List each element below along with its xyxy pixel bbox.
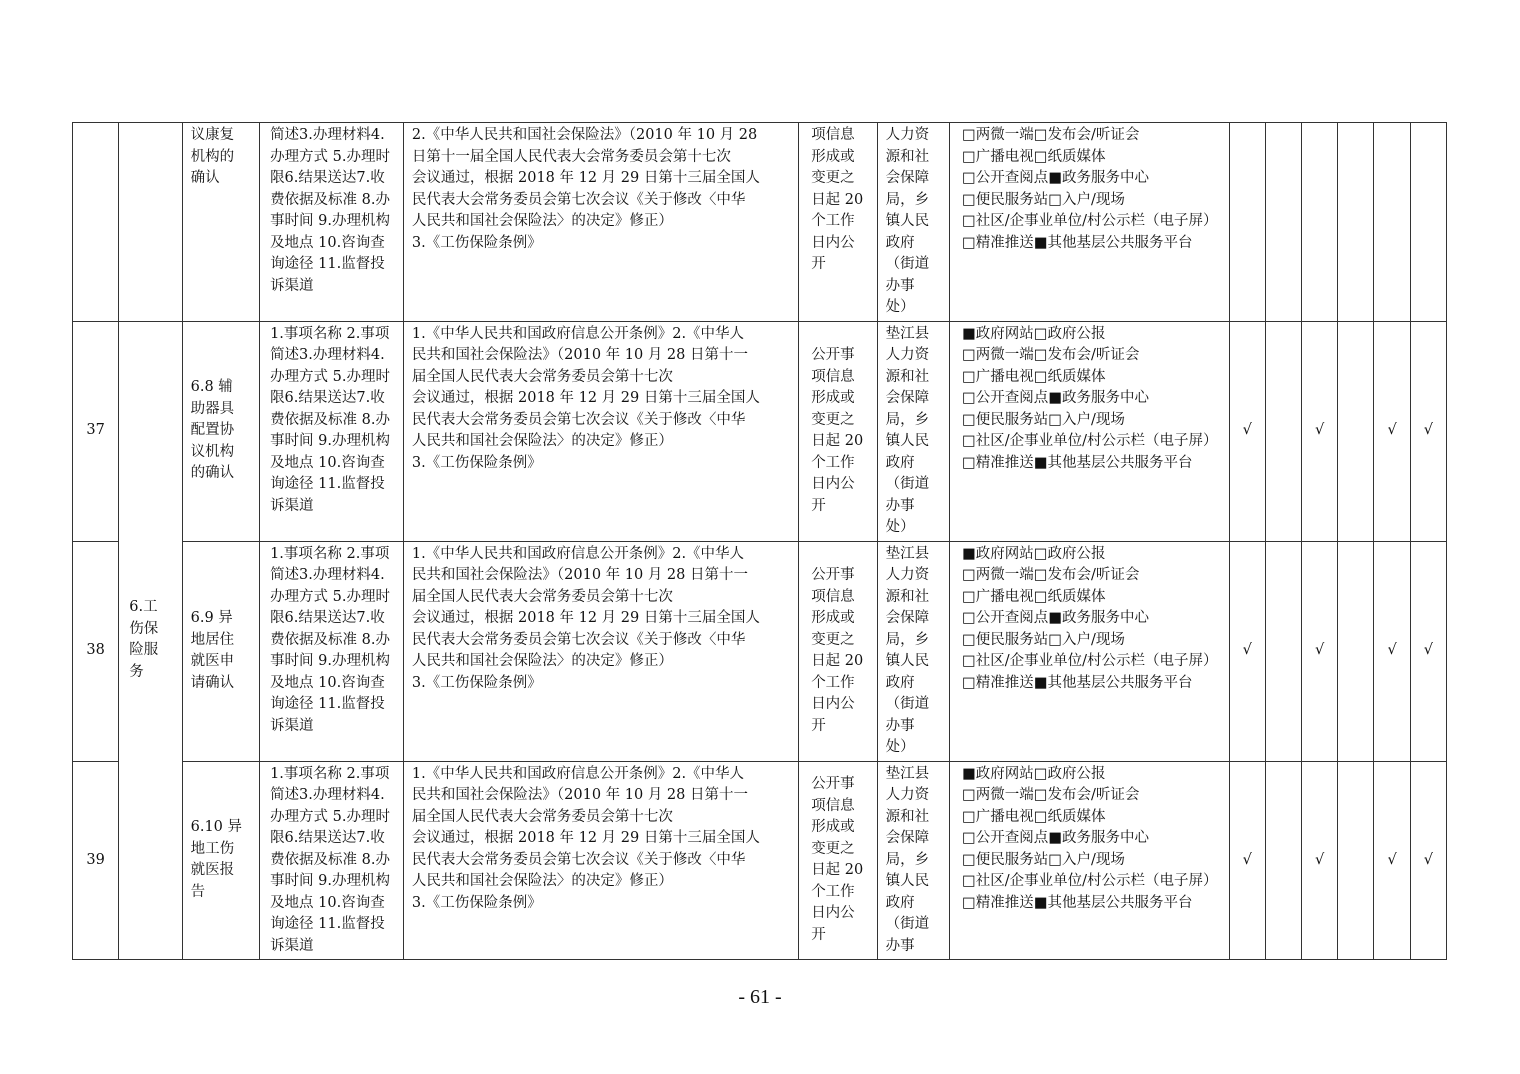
time-limit-cell: 公开事 项信息 形成或 变更之 日起 20 个工作 日内公 开 xyxy=(799,541,877,761)
row-number-cell xyxy=(73,123,119,322)
item-name-cell: 6.8 辅 助器具 配置协 议机构 的确认 xyxy=(182,321,259,541)
legal-basis-cell: 1.《中华人民共和国政府信息公开条例》2.《中华人 民共和国社会保险法》（2010 年 10 月 28 日第十一 届全国人民代表大会常务委员会第十七次 会议通过，根据 2018 年 12 月 29 日第十三届全国人 民代表大会常务委员会第七次会议《关于修改〈中华 人民共和国社会保险法〉的决定》修正） 3.《工伤保险条例》 xyxy=(403,321,798,541)
category-cell: 6.工 伤保 险服 务 xyxy=(119,321,182,960)
check-mark: √ xyxy=(1374,761,1410,960)
check-mark: √ xyxy=(1229,321,1265,541)
check-mark xyxy=(1338,321,1374,541)
legal-basis-cell: 1.《中华人民共和国政府信息公开条例》2.《中华人 民共和国社会保险法》（2010 年 10 月 28 日第十一 届全国人民代表大会常务委员会第十七次 会议通过，根据 2018 年 12 月 29 日第十三届全国人 民代表大会常务委员会第七次会议《关于修改〈中华 人民共和国社会保险法〉的决定》修正） 3.《工伤保险条例》 xyxy=(403,761,798,960)
check-mark: √ xyxy=(1410,321,1446,541)
legal-basis-cell: 1.《中华人民共和国政府信息公开条例》2.《中华人 民共和国社会保险法》（2010 年 10 月 28 日第十一 届全国人民代表大会常务委员会第十七次 会议通过，根据 2018 年 12 月 29 日第十三届全国人 民代表大会常务委员会第七次会议《关于修改〈中华 人民共和国社会保险法〉的决定》修正） 3.《工伤保险条例》 xyxy=(403,541,798,761)
disclosure-channels-cell: ■政府网站□政府公报 □两微一端□发布会/听证会 □广播电视□纸质媒体 □公开查阅点■政务服务中心 □便民服务站□入户/现场 □社区/企事业单位/村公示栏（电子屏） □精准推送■其他基层公共服务平台 xyxy=(950,761,1230,960)
time-limit-cell: 公开事 项信息 形成或 变更之 日起 20 个工作 日内公 开 xyxy=(799,761,877,960)
check-cell xyxy=(1374,123,1410,322)
disclosure-channels-cell: ■政府网站□政府公报 □两微一端□发布会/听证会 □广播电视□纸质媒体 □公开查阅点■政务服务中心 □便民服务站□入户/现场 □社区/企事业单位/村公示栏（电子屏） □精准推送■其他基层公共服务平台 xyxy=(950,321,1230,541)
check-mark xyxy=(1265,541,1301,761)
check-mark: √ xyxy=(1374,321,1410,541)
check-mark: √ xyxy=(1302,761,1338,960)
row-number-cell: 38 xyxy=(73,541,119,761)
time-limit-cell: 项信息 形成或 变更之 日起 20 个工作 日内公 开 xyxy=(799,123,877,322)
table-row xyxy=(73,761,1447,960)
check-mark: √ xyxy=(1410,541,1446,761)
disclosure-channels-cell: □两微一端□发布会/听证会 □广播电视□纸质媒体 □公开查阅点■政务服务中心 □便民服务站□入户/现场 □社区/企事业单位/村公示栏（电子屏） □精准推送■其他基层公共服务平台 xyxy=(950,123,1230,322)
check-cell xyxy=(1338,123,1374,322)
item-name-cell: 议康复 机构的 确认 xyxy=(182,123,259,322)
category-cell-top xyxy=(119,123,182,322)
disclosure-subject-cell: 垫江县 人力资 源和社 会保障 局，乡 镇人民 政府 （街道 办事 处） xyxy=(877,321,949,541)
table-row xyxy=(73,541,1447,761)
check-cell xyxy=(1265,123,1301,322)
check-mark: √ xyxy=(1229,761,1265,960)
item-name-cell: 6.9 异 地居住 就医申 请确认 xyxy=(182,541,259,761)
row-number-cell: 39 xyxy=(73,761,119,960)
check-mark: √ xyxy=(1302,321,1338,541)
disclosure-content-cell: 1.事项名称 2.事项 简述3.办理材料4. 办理方式 5.办理时 限6.结果送达7.收 费依据及标准 8.办 事时间 9.办理机构 及地点 10.咨询查 询途径 11.监督投 诉渠道 xyxy=(260,321,404,541)
disclosure-channels-cell: ■政府网站□政府公报 □两微一端□发布会/听证会 □广播电视□纸质媒体 □公开查阅点■政务服务中心 □便民服务站□入户/现场 □社区/企事业单位/村公示栏（电子屏） □精准推送■其他基层公共服务平台 xyxy=(950,541,1230,761)
check-cell xyxy=(1410,123,1446,322)
check-mark xyxy=(1338,541,1374,761)
disclosure-subject-cell: 人力资 源和社 会保障 局，乡 镇人民 政府 （街道 办事 处） xyxy=(877,123,949,322)
disclosure-table xyxy=(72,122,1447,960)
disclosure-content-cell: 1.事项名称 2.事项 简述3.办理材料4. 办理方式 5.办理时 限6.结果送达7.收 费依据及标准 8.办 事时间 9.办理机构 及地点 10.咨询查 询途径 11.监督投 诉渠道 xyxy=(260,761,404,960)
check-mark: √ xyxy=(1374,541,1410,761)
disclosure-subject-cell: 垫江县 人力资 源和社 会保障 局，乡 镇人民 政府 （街道 办事 处） xyxy=(877,541,949,761)
check-mark xyxy=(1265,321,1301,541)
check-cell xyxy=(1302,123,1338,322)
check-mark xyxy=(1265,761,1301,960)
disclosure-content-cell: 简述3.办理材料4. 办理方式 5.办理时 限6.结果送达7.收 费依据及标准 8.办 事时间 9.办理机构 及地点 10.咨询查 询途径 11.监督投 诉渠道 xyxy=(260,123,404,322)
check-mark xyxy=(1338,761,1374,960)
check-mark: √ xyxy=(1229,541,1265,761)
table-row-continuation xyxy=(73,123,1447,322)
item-name-cell: 6.10 异 地工伤 就医报 告 xyxy=(182,761,259,960)
check-mark: √ xyxy=(1410,761,1446,960)
disclosure-subject-cell: 垫江县 人力资 源和社 会保障 局，乡 镇人民 政府 （街道 办事 xyxy=(877,761,949,960)
check-cell xyxy=(1229,123,1265,322)
check-mark: √ xyxy=(1302,541,1338,761)
page-number: - 61 - xyxy=(738,986,782,1008)
table-row xyxy=(73,321,1447,541)
legal-basis-cell: 2.《中华人民共和国社会保险法》（2010 年 10 月 28 日第十一届全国人民代表大会常务委员会第十七次 会议通过，根据 2018 年 12 月 29 日第十三届全国人 民代表大会常务委员会第七次会议《关于修改〈中华 人民共和国社会保险法〉的决定》修正） 3.《工伤保险条例》 xyxy=(403,123,798,322)
disclosure-content-cell: 1.事项名称 2.事项 简述3.办理材料4. 办理方式 5.办理时 限6.结果送达7.收 费依据及标准 8.办 事时间 9.办理机构 及地点 10.咨询查 询途径 11.监督投 诉渠道 xyxy=(260,541,404,761)
time-limit-cell: 公开事 项信息 形成或 变更之 日起 20 个工作 日内公 开 xyxy=(799,321,877,541)
row-number-cell: 37 xyxy=(73,321,119,541)
